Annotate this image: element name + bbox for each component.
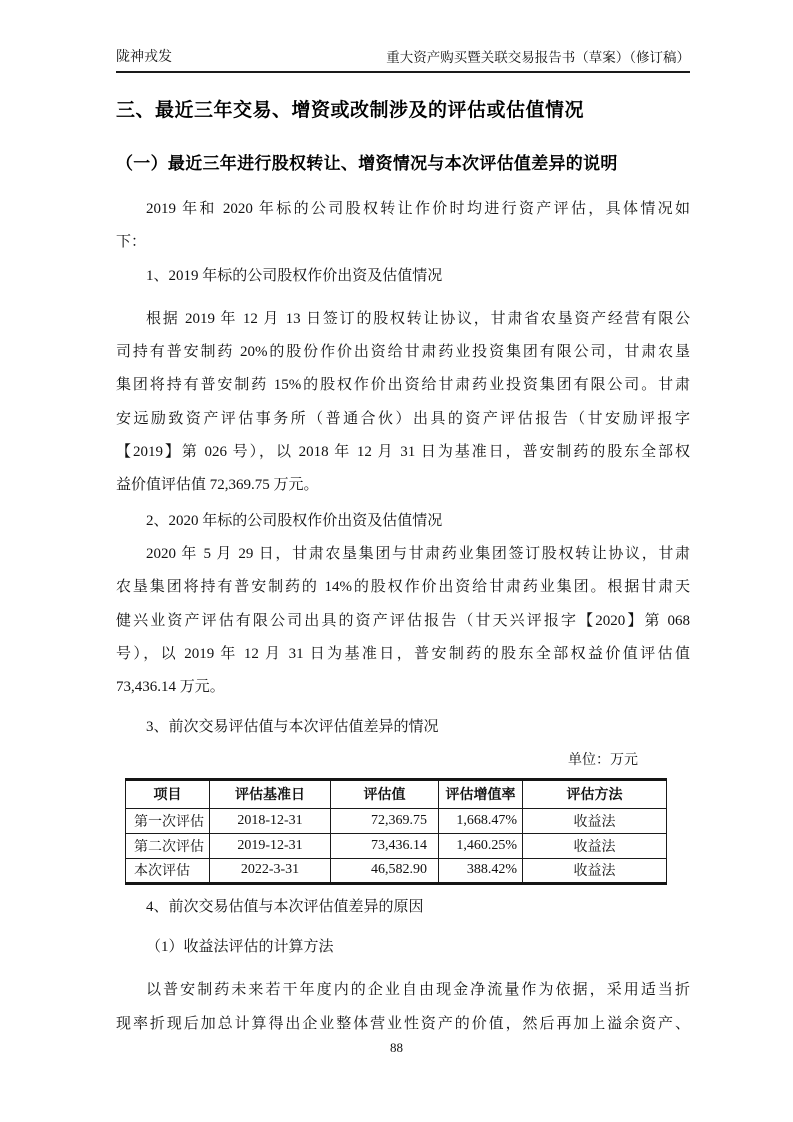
table-cell: 2019-12-31 bbox=[210, 833, 331, 858]
item-heading-2: 2、2020 年标的公司股权作价出资及估值情况 bbox=[146, 512, 443, 529]
table-cell: 72,369.75 bbox=[331, 808, 439, 833]
table-cell: 第二次评估 bbox=[126, 833, 210, 858]
header-rule bbox=[116, 71, 690, 73]
item-heading-4: 4、前次交易估值与本次评估值差异的原因 bbox=[146, 898, 424, 915]
paragraph-line: 2019 年和 2020 年标的公司股权转让作价时均进行资产评估，具体情况如 bbox=[146, 201, 690, 217]
valuation-table-wrapper bbox=[125, 778, 690, 885]
item-heading-1: 1、2019 年标的公司股权作价出资及估值情况 bbox=[146, 267, 443, 284]
table-cell: 本次评估 bbox=[126, 858, 210, 883]
paragraph-line: 以普安制药未来若干年度内的企业自由现金净流量作为依据，采用适当折 bbox=[146, 982, 690, 999]
header-company-name: 陇神戎发 bbox=[116, 50, 172, 65]
paragraph-line: 【2019】第 026 号），以 2018 年 12 月 31 日为基准日，普安制药的股东全部权 bbox=[116, 444, 690, 461]
table-header-cell: 评估增值率 bbox=[439, 779, 523, 808]
table-cell: 73,436.14 bbox=[331, 833, 439, 858]
paragraph-2019-valuation bbox=[116, 303, 690, 503]
table-header-cell: 评估方法 bbox=[523, 779, 667, 808]
paragraph-intro bbox=[116, 193, 690, 260]
paragraph-income-method bbox=[116, 974, 690, 1041]
paragraph-line: 下： bbox=[116, 234, 147, 251]
paragraph-line: 现率折现后加总计算得出企业整体营业性资产的价值，然后再加上溢余资产、 bbox=[116, 1015, 690, 1032]
table-header-row bbox=[126, 779, 667, 808]
section-title: 三、最近三年交易、增资或改制涉及的评估或估值情况 bbox=[116, 100, 585, 121]
paragraph-line: 根据 2019 年 12 月 13 日签订的股权转让协议，甘肃省农垦资产经营有限公 bbox=[146, 310, 690, 327]
valuation-table bbox=[125, 778, 667, 885]
page-number: 88 bbox=[390, 1040, 403, 1055]
paragraph-line: 2020 年 5 月 29 日，甘肃农垦集团与甘肃药业集团签订股权转让协议，甘肃 bbox=[146, 545, 690, 562]
paragraph-line: 农垦集团将持有普安制药的 14%的股权作价出资给甘肃药业集团。根据甘肃天 bbox=[116, 579, 690, 596]
item-heading-3: 3、前次交易评估值与本次评估值差异的情况 bbox=[146, 719, 439, 736]
table-cell: 收益法 bbox=[523, 858, 667, 883]
table-cell: 2022-3-31 bbox=[210, 858, 331, 883]
table-row bbox=[126, 808, 667, 833]
table-cell: 收益法 bbox=[523, 833, 667, 858]
table-cell: 1,668.47% bbox=[439, 808, 523, 833]
paragraph-line: 健兴业资产评估有限公司出具的资产评估报告（甘天兴评报字【2020】第 068 bbox=[116, 612, 690, 629]
table-header-cell: 评估基准日 bbox=[210, 779, 331, 808]
paragraph-2020-valuation bbox=[116, 538, 690, 704]
header-report-title: 重大资产购买暨关联交易报告书（草案）（修订稿） bbox=[386, 50, 690, 65]
paragraph-line: 益价值评估值 72,369.75 万元。 bbox=[116, 477, 319, 494]
table-row bbox=[126, 858, 667, 883]
table-unit-label: 单位：万元 bbox=[568, 752, 638, 768]
table-row bbox=[126, 833, 667, 858]
paragraph-line: 司持有普安制药 20%的股份作价出资给甘肃药业投资集团有限公司，甘肃农垦 bbox=[116, 344, 690, 361]
table-header-cell: 项目 bbox=[126, 779, 210, 808]
subsection-title: （一）最近三年进行股权转让、增资情况与本次评估值差异的说明 bbox=[116, 154, 618, 173]
page-header bbox=[116, 0, 690, 68]
table-cell: 388.42% bbox=[439, 858, 523, 883]
table-cell: 1,460.25% bbox=[439, 833, 523, 858]
table-header-cell: 评估值 bbox=[331, 779, 439, 808]
paragraph-line: 号），以 2019 年 12 月 31 日为基准日，普安制药的股东全部权益价值评估值 bbox=[116, 645, 690, 662]
table-cell: 第一次评估 bbox=[126, 808, 210, 833]
table-cell: 46,582.90 bbox=[331, 858, 439, 883]
paragraph-line: 73,436.14 万元。 bbox=[116, 679, 225, 696]
paragraph-line: 集团将持有普安制药 15%的股权作价出资给甘肃药业投资集团有限公司。甘肃 bbox=[116, 377, 690, 394]
table-cell: 2018-12-31 bbox=[210, 808, 331, 833]
table-cell: 收益法 bbox=[523, 808, 667, 833]
paragraph-line: 安远励致资产评估事务所（普通合伙）出具的资产评估报告（甘安励评报字 bbox=[116, 410, 690, 427]
sub-item-heading-1: （1）收益法评估的计算方法 bbox=[146, 939, 334, 956]
